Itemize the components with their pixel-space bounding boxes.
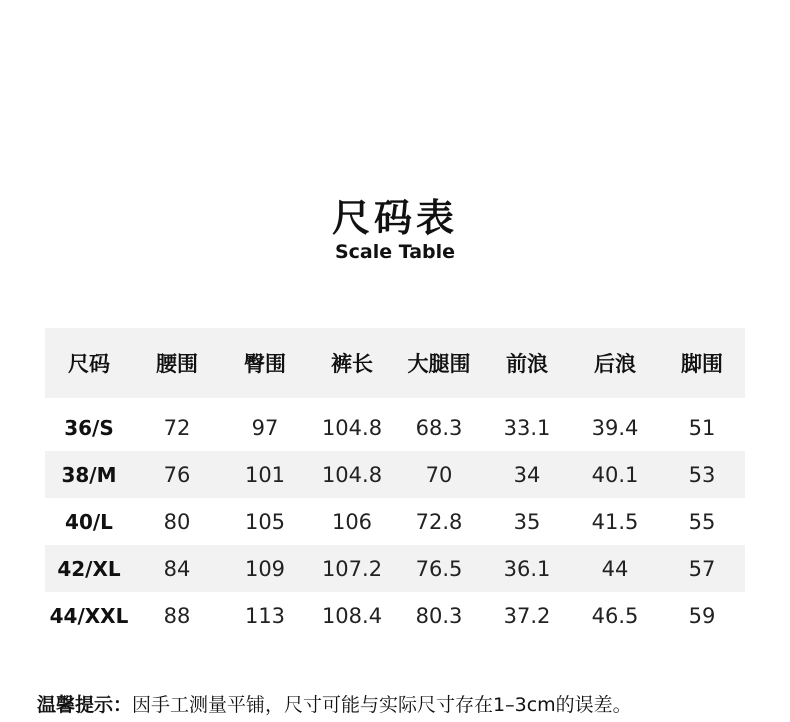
page-subtitle: Scale Table: [334, 241, 456, 263]
cell-front-rise: 37.2: [503, 603, 551, 628]
table-row: [45, 498, 745, 545]
cell-size: 44/XXL: [49, 603, 129, 628]
table-row: [45, 451, 745, 498]
cell-thigh: 68.3: [415, 415, 463, 440]
cell-back-rise: 46.5: [591, 603, 639, 628]
cell-hip: 97: [251, 415, 279, 440]
cell-back-rise: 40.1: [591, 462, 639, 487]
cell-leg-opening: 57: [688, 556, 716, 581]
header-back-rise: 后浪: [594, 352, 636, 376]
cell-thigh: 72.8: [415, 509, 463, 534]
table-row: [45, 545, 745, 592]
cell-front-rise: 33.1: [503, 415, 551, 440]
header-leg-opening: 脚围: [681, 352, 723, 376]
cell-hip: 109: [244, 556, 286, 581]
size-table: [45, 328, 745, 639]
header-length: 裤长: [331, 352, 373, 376]
table-row: [45, 592, 745, 639]
cell-size: 42/XL: [57, 556, 121, 581]
header-front-rise: 前浪: [506, 352, 548, 376]
cell-size: 38/M: [61, 462, 117, 487]
cell-length: 104.8: [321, 462, 383, 487]
cell-back-rise: 44: [601, 556, 629, 581]
header-thigh: 大腿围: [407, 352, 471, 376]
cell-waist: 84: [163, 556, 191, 581]
cell-hip: 101: [244, 462, 286, 487]
cell-front-rise: 35: [513, 509, 541, 534]
header-waist: 腰围: [156, 352, 198, 376]
cell-waist: 88: [163, 603, 191, 628]
cell-waist: 76: [163, 462, 191, 487]
cell-length: 106: [331, 509, 373, 534]
cell-hip: 105: [244, 509, 286, 534]
page-title: 尺码表: [331, 196, 458, 240]
header-size: 尺码: [68, 352, 110, 376]
cell-length: 107.2: [321, 556, 383, 581]
cell-hip: 113: [244, 603, 286, 628]
cell-leg-opening: 55: [688, 509, 716, 534]
note-text: 因手工测量平铺，尺寸可能与实际尺寸存在1–3cm的误差。: [132, 694, 632, 716]
cell-front-rise: 36.1: [503, 556, 551, 581]
cell-thigh: 70: [425, 462, 453, 487]
cell-back-rise: 41.5: [591, 509, 639, 534]
cell-size: 36/S: [64, 415, 114, 440]
measurement-note: [37, 692, 632, 718]
cell-length: 108.4: [321, 603, 383, 628]
cell-waist: 72: [163, 415, 191, 440]
cell-thigh: 76.5: [415, 556, 463, 581]
table-row: [45, 404, 745, 451]
cell-back-rise: 39.4: [591, 415, 639, 440]
note-label: 温馨提示：: [37, 694, 133, 716]
cell-length: 104.8: [321, 415, 383, 440]
table-header-row: [45, 328, 745, 398]
cell-leg-opening: 59: [688, 603, 716, 628]
cell-size: 40/L: [65, 509, 113, 534]
cell-front-rise: 34: [513, 462, 541, 487]
cell-thigh: 80.3: [415, 603, 463, 628]
cell-leg-opening: 51: [688, 415, 716, 440]
header-hip: 臀围: [244, 352, 286, 376]
cell-waist: 80: [163, 509, 191, 534]
cell-leg-opening: 53: [688, 462, 716, 487]
